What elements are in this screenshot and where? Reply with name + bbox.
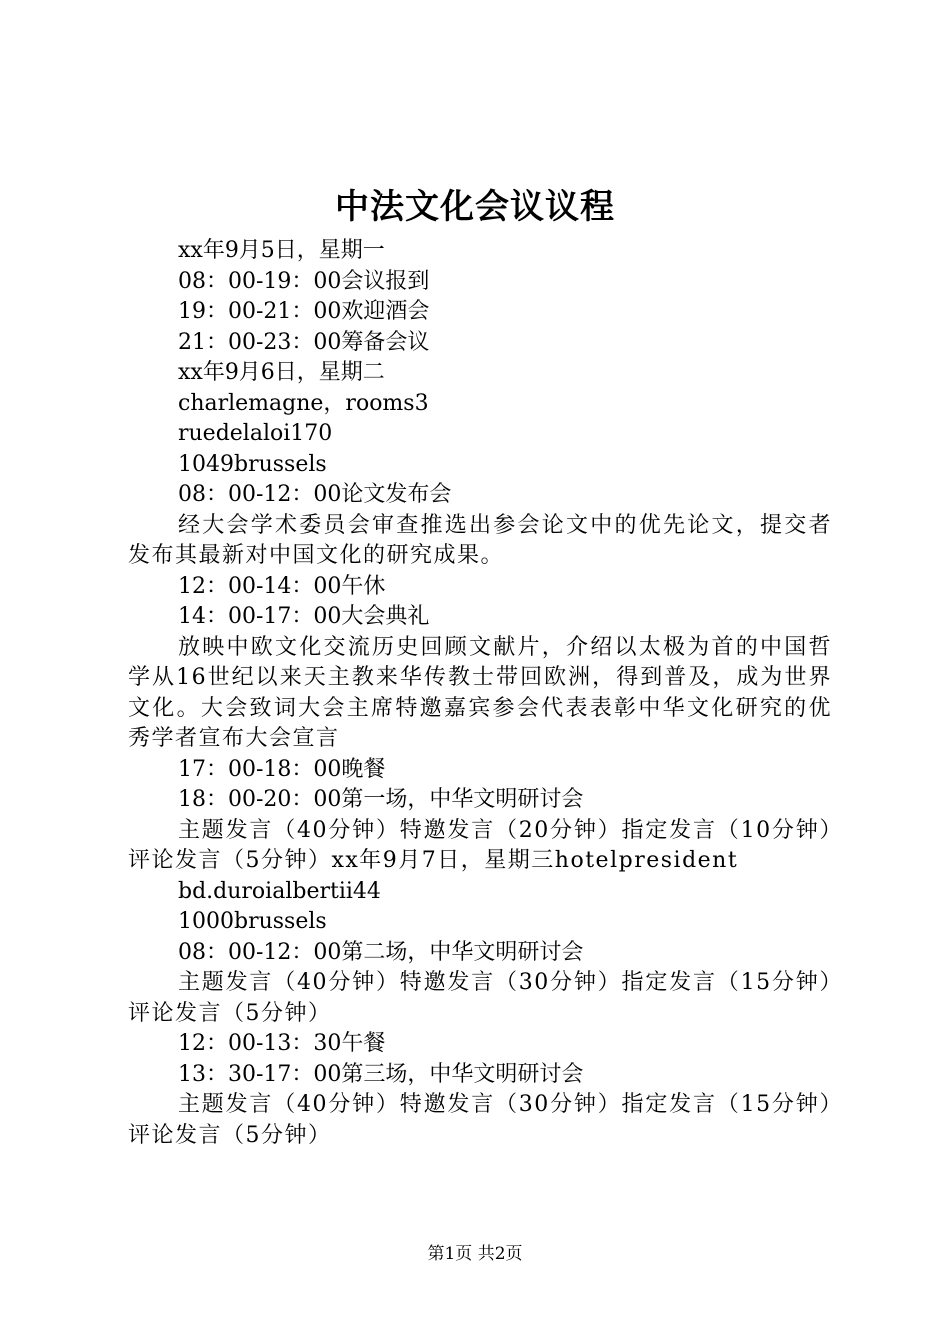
- day3-seminar3-time: 13：30-17：00第三场，中华文明研讨会: [178, 1061, 584, 1087]
- day3-lunch: 12：00-13：30午餐: [178, 1031, 386, 1056]
- day1-date: xx年9月5日，星期一: [178, 238, 385, 263]
- day3-seminar2-description: 主题发言（40分钟）特邀发言（30分钟）指定发言（15分钟）评论发言（5分钟）: [128, 970, 832, 1026]
- day2-ceremony-time: 14：00-17：00大会典礼: [178, 604, 430, 629]
- day3-address-line: bd.duroialbertii44: [178, 878, 381, 904]
- day1-item-preparatory: 21：00-23：00筹备会议: [178, 329, 430, 355]
- day3-seminar2-time: 08：00-12：00第二场，中华文明研讨会: [178, 939, 584, 965]
- day2-seminar1-time: 18：00-20：00第一场，中华文明研讨会: [178, 787, 584, 812]
- day3-seminar3-description: 主题发言（40分钟）特邀发言（30分钟）指定发言（15分钟）评论发言（5分钟）: [128, 1092, 832, 1148]
- day2-session1-description: 经大会学术委员会审查推选出参会论文中的优先论文，提交者发布其最新对中国文化的研究成果。: [128, 512, 832, 568]
- document-body: [128, 236, 832, 1151]
- day2-lunch: 12：00-14：00午休: [178, 573, 386, 599]
- day2-session1-time: 08：00-12：00论文发布会: [178, 482, 452, 507]
- day2-seminar1-description: 主题发言（40分钟）特邀发言（20分钟）指定发言（10分钟）评论发言（5分钟）xx年9月7日，星期三hotelpresident: [128, 817, 832, 873]
- day2-address-line: 1049brussels: [178, 451, 327, 477]
- day2-dinner: 17：00-18：00晚餐: [178, 756, 386, 782]
- day2-ceremony-description: 放映中欧文化交流历史回顾文献片，介绍以太极为首的中国哲学从16世纪以来天主教来华传教士带回欧洲，得到普及，成为世界文化。大会致词大会主席特邀嘉宾参会代表表彰中华文化研究的优秀学者宣布大会宣言: [128, 634, 832, 751]
- document-title: 中法文化会议议程: [335, 187, 615, 227]
- day1-item-registration: 08：00-19：00会议报到: [178, 268, 430, 294]
- day1-item-reception: 19：00-21：00欢迎酒会: [178, 299, 430, 324]
- day3-address-line: 1000brussels: [178, 909, 327, 934]
- day2-address-line: ruedelaloi170: [178, 421, 333, 446]
- day2-address-line: charlemagne，rooms3: [178, 390, 429, 416]
- day2-date: xx年9月6日，星期二: [178, 360, 385, 385]
- page-footer: 第1页 共2页: [427, 1244, 523, 1264]
